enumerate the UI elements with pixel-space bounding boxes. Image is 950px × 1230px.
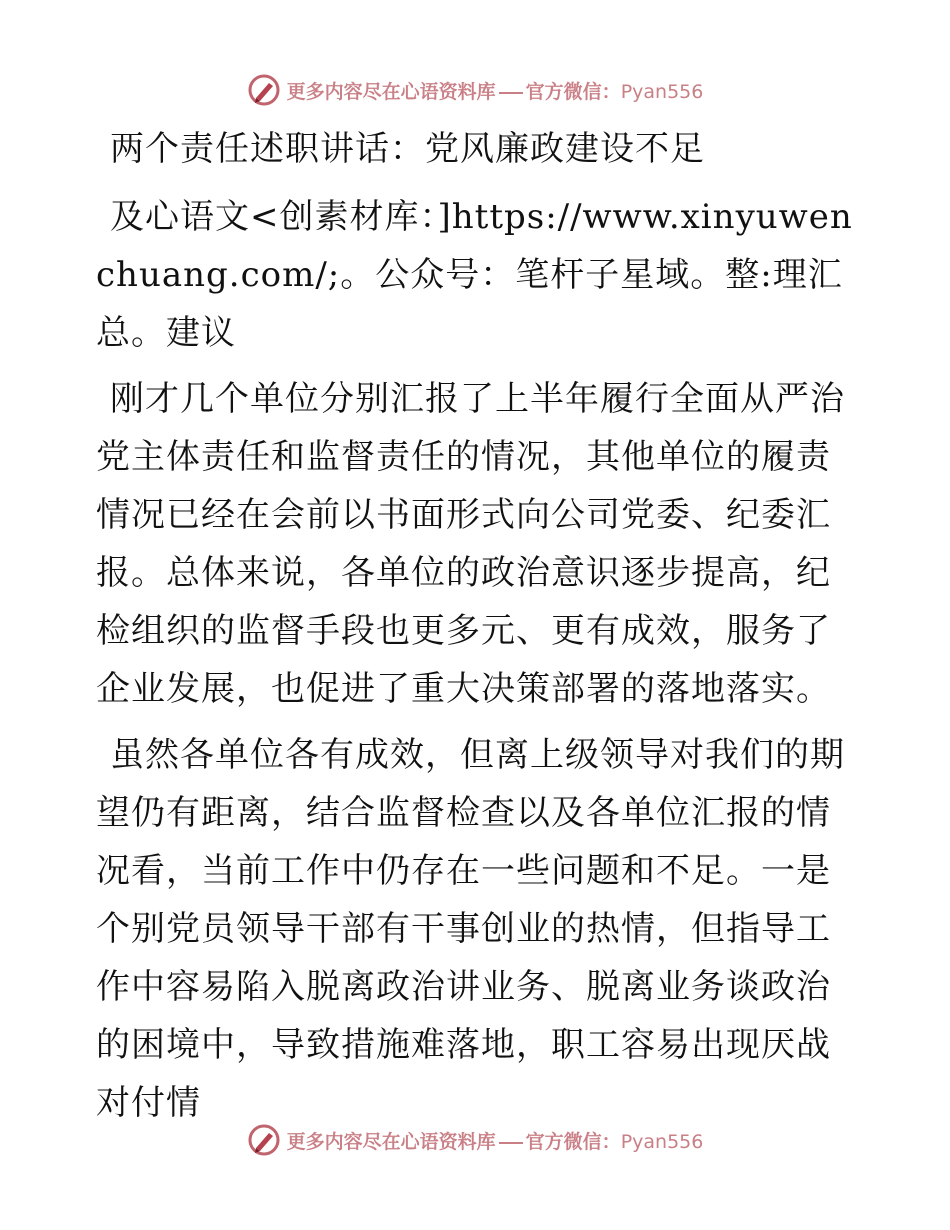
document-title: 两个责任述职讲话：党风廉政建设不足 — [110, 129, 705, 169]
banner-text: 更多内容尽在心语资料库 官方微信：Pyan556 — [286, 80, 704, 103]
paragraph-2: 刚才几个单位分别汇报了上半年履行全面从严治党主体责任和监督责任的情况，其他单位的履责情况已经在会前以书面形式向公司党委、纪委汇报。总体来说，各单位的政治意识逐步提高，纪检组织的监督手段也更多元、更有成效，服务了企业发展，也促进了重大决策部署的落地落实。 — [96, 379, 845, 709]
header-banner — [0, 70, 950, 110]
pen-circle-logo-icon — [247, 73, 281, 107]
footer-banner — [0, 1120, 950, 1160]
banner-handle: Pyan556 — [620, 80, 704, 103]
banner-handle: Pyan556 — [620, 1130, 704, 1153]
paragraph-3: 虽然各单位各有成效，但离上级领导对我们的期望仍有距离，结合监督检查以及各单位汇报的情况看，当前工作中仍存在一些问题和不足。一是个别党员领导干部有干事创业的热情，但指导工作中容易陷入脱离政治讲业务、脱离业务谈政治的困境中，导致措施难落地，职工容易出现厌战对付情 — [96, 735, 845, 1123]
banner-dash — [499, 1142, 523, 1144]
paragraph-1: 及心语文<创素材库：]https://www.xinyuwenchuang.com/;。公众号：笔杆子星域。整:理汇总。建议 — [96, 197, 853, 353]
document-body — [96, 120, 856, 1140]
pen-circle-logo-icon — [247, 1123, 281, 1157]
banner-dash — [499, 92, 523, 94]
banner-text: 更多内容尽在心语资料库 官方微信：Pyan556 — [286, 1130, 704, 1153]
